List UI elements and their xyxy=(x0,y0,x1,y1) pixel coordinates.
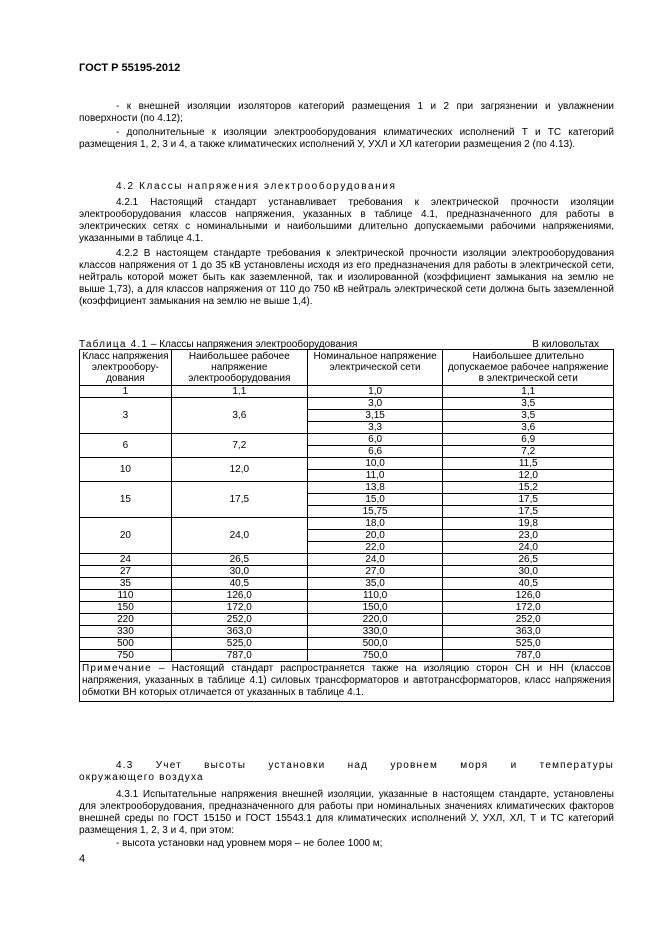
cell-max-network-voltage: 12,0 xyxy=(443,470,614,482)
cell-max-network-voltage: 126,0 xyxy=(443,590,614,602)
paragraph-altitude: - высота установки над уровнем моря – не более 1000 м; xyxy=(116,838,383,849)
cell-max-equipment-voltage: 1,1 xyxy=(171,386,307,398)
cell-nominal-network-voltage: 750,0 xyxy=(307,650,443,662)
cell-max-network-voltage: 24,0 xyxy=(443,542,614,554)
cell-max-network-voltage: 3,5 xyxy=(443,398,614,410)
column-header-max-network: Наибольшее длительно допускаемое рабочее напряжение в электрической сети xyxy=(443,350,614,386)
cell-max-equipment-voltage: 363,0 xyxy=(171,626,307,638)
cell-nominal-network-voltage: 20,0 xyxy=(307,530,443,542)
cell-max-network-voltage: 525,0 xyxy=(443,638,614,650)
cell-nominal-network-voltage: 27,0 xyxy=(307,566,443,578)
table-row xyxy=(80,458,614,470)
column-header-max-equipment: Наибольшее рабочее напряжение электрооборудования xyxy=(171,350,307,386)
cell-nominal-network-voltage: 15,0 xyxy=(307,494,443,506)
table-row xyxy=(80,626,614,638)
cell-max-network-voltage: 3,6 xyxy=(443,422,614,434)
cell-nominal-network-voltage: 10,0 xyxy=(307,458,443,470)
cell-nominal-network-voltage: 220,0 xyxy=(307,614,443,626)
cell-max-network-voltage: 11,5 xyxy=(443,458,614,470)
cell-max-equipment-voltage: 126,0 xyxy=(171,590,307,602)
table-units: В киловольтах xyxy=(532,339,599,350)
cell-max-network-voltage: 6,9 xyxy=(443,434,614,446)
cell-nominal-network-voltage: 22,0 xyxy=(307,542,443,554)
table-row xyxy=(80,398,614,410)
voltage-classes-table xyxy=(79,349,614,702)
table-row xyxy=(80,614,614,626)
cell-voltage-class: 10 xyxy=(80,458,172,482)
column-header-nominal-network: Номинальное напряжение электрической сети xyxy=(307,350,443,386)
page-number: 4 xyxy=(79,853,86,865)
document-header: ГОСТ Р 55195-2012 xyxy=(79,62,181,74)
cell-nominal-network-voltage: 330,0 xyxy=(307,626,443,638)
table-row xyxy=(80,638,614,650)
cell-max-network-voltage: 23,0 xyxy=(443,530,614,542)
cell-max-network-voltage: 172,0 xyxy=(443,602,614,614)
cell-max-equipment-voltage: 26,5 xyxy=(171,554,307,566)
cell-nominal-network-voltage: 18,0 xyxy=(307,518,443,530)
table-row xyxy=(80,650,614,662)
cell-voltage-class: 35 xyxy=(80,578,172,590)
cell-voltage-class: 6 xyxy=(80,434,172,458)
cell-voltage-class: 1 xyxy=(80,386,172,398)
cell-nominal-network-voltage: 3,15 xyxy=(307,410,443,422)
table-row xyxy=(80,602,614,614)
table-note-label: Примечание xyxy=(82,663,152,674)
cell-voltage-class: 750 xyxy=(80,650,172,662)
cell-nominal-network-voltage: 500,0 xyxy=(307,638,443,650)
cell-max-network-voltage: 3,5 xyxy=(443,410,614,422)
cell-max-equipment-voltage: 7,2 xyxy=(171,434,307,458)
table-note-text: – Настоящий стандарт распространяется также на изоляцию сторон СН и НН (классов напряжения, указанных в таблице 4.1) силовых трансформаторов и автотрансформаторов, класс напряжения обмотки ВН которых отличается от указанных в таблице 4.1. xyxy=(82,663,611,698)
cell-max-network-voltage: 15,2 xyxy=(443,482,614,494)
table-row xyxy=(80,434,614,446)
table-row xyxy=(80,578,614,590)
cell-voltage-class: 15 xyxy=(80,482,172,518)
paragraph-4-2-1: 4.2.1 Настоящий стандарт устанавливает требования к электрической прочности изоляции электрооборудования классов напряжения, указанных в таблице 4.1, предназначенного для работы в электрических сетях с номинальными и наибольшими длительно допускаемыми рабочими напряжениями, указанными в таблице 4.1. xyxy=(79,197,614,244)
cell-max-network-voltage: 363,0 xyxy=(443,626,614,638)
table-note xyxy=(80,662,614,702)
cell-voltage-class: 24 xyxy=(80,554,172,566)
table-caption-label: Таблица 4.1 xyxy=(79,339,149,350)
paragraph-4-2-2: 4.2.2 В настоящем стандарте требования к электрической прочности изоляции электрооборудования классов напряжения от 1 до 35 кВ установлены исходя из его предназначения для работы в электрической сети, нейтраль которой может быть как заземленной, так и изолированной (коэффициент замыкания на землю не выше 1,73), а для классов напряжения от 110 до 750 кВ нейтраль электрической сети должна быть заземленной (коэффициент замыкания на землю не выше 1,4). xyxy=(79,248,614,307)
cell-max-equipment-voltage: 525,0 xyxy=(171,638,307,650)
table-row xyxy=(80,590,614,602)
cell-max-equipment-voltage: 12,0 xyxy=(171,458,307,482)
cell-max-network-voltage: 26,5 xyxy=(443,554,614,566)
cell-voltage-class: 220 xyxy=(80,614,172,626)
section-4-2-heading: 4.2 Классы напряжения электрооборудования xyxy=(116,181,397,192)
table-row xyxy=(80,482,614,494)
table-row xyxy=(80,386,614,398)
cell-voltage-class: 20 xyxy=(80,518,172,554)
cell-nominal-network-voltage: 110,0 xyxy=(307,590,443,602)
cell-max-network-voltage: 17,5 xyxy=(443,494,614,506)
column-header-class: Класс напряжения электрообору-дования xyxy=(80,350,172,386)
paragraph-additional-insulation: - дополнительные к изоляции электрооборудования климатических исполнений Т и ТС категорий размещения 1, 2, 3 и 4, а также климатических исполнений У, УХЛ и ХЛ категории размещения 2 (по 4.13). xyxy=(79,127,614,150)
section-4-3-heading-line1: 4.3 Учет высоты установки над уровнем моря и температуры xyxy=(116,760,614,771)
cell-voltage-class: 330 xyxy=(80,626,172,638)
cell-nominal-network-voltage: 150,0 xyxy=(307,602,443,614)
cell-max-equipment-voltage: 252,0 xyxy=(171,614,307,626)
table-row xyxy=(80,518,614,530)
cell-max-network-voltage: 17,5 xyxy=(443,506,614,518)
cell-nominal-network-voltage: 3,3 xyxy=(307,422,443,434)
cell-nominal-network-voltage: 3,0 xyxy=(307,398,443,410)
cell-max-network-voltage: 30,0 xyxy=(443,566,614,578)
cell-max-network-voltage: 787,0 xyxy=(443,650,614,662)
cell-max-network-voltage: 40,5 xyxy=(443,578,614,590)
table-body xyxy=(80,386,614,662)
cell-nominal-network-voltage: 13,8 xyxy=(307,482,443,494)
cell-max-equipment-voltage: 17,5 xyxy=(171,482,307,518)
cell-nominal-network-voltage: 11,0 xyxy=(307,470,443,482)
cell-max-network-voltage: 1,1 xyxy=(443,386,614,398)
cell-voltage-class: 110 xyxy=(80,590,172,602)
cell-nominal-network-voltage: 24,0 xyxy=(307,554,443,566)
cell-nominal-network-voltage: 15,75 xyxy=(307,506,443,518)
paragraph-4-3-1: 4.3.1 Испытательные напряжения внешней изоляции, указанные в настоящем стандарте, установлены для электрооборудования, предназначенного для работы при номинальных значениях климатических факторов внешней среды по ГОСТ 15150 и ГОСТ 15543.1 для климатических исполнений У, УХЛ, ХЛ, Т и ТС категорий размещения 1, 2, 3 и 4, при этом: xyxy=(79,789,614,836)
cell-max-network-voltage: 7,2 xyxy=(443,446,614,458)
section-4-3-heading-line2: окружающего воздуха xyxy=(79,772,204,783)
cell-nominal-network-voltage: 6,0 xyxy=(307,434,443,446)
cell-max-equipment-voltage: 24,0 xyxy=(171,518,307,554)
cell-max-network-voltage: 252,0 xyxy=(443,614,614,626)
table-caption-text: – Классы напряжения электрооборудования xyxy=(148,339,358,350)
cell-voltage-class: 500 xyxy=(80,638,172,650)
cell-voltage-class: 27 xyxy=(80,566,172,578)
table-row xyxy=(80,554,614,566)
cell-max-equipment-voltage: 3,6 xyxy=(171,398,307,434)
cell-voltage-class: 150 xyxy=(80,602,172,614)
table-row xyxy=(80,566,614,578)
cell-max-equipment-voltage: 787,0 xyxy=(171,650,307,662)
cell-voltage-class: 3 xyxy=(80,398,172,434)
cell-max-network-voltage: 19,8 xyxy=(443,518,614,530)
cell-nominal-network-voltage: 1,0 xyxy=(307,386,443,398)
cell-max-equipment-voltage: 40,5 xyxy=(171,578,307,590)
cell-max-equipment-voltage: 172,0 xyxy=(171,602,307,614)
paragraph-insulation-pollution: - к внешней изоляции изоляторов категорий размещения 1 и 2 при загрязнении и увлажнении поверхности (по 4.12); xyxy=(79,101,614,124)
cell-max-equipment-voltage: 30,0 xyxy=(171,566,307,578)
cell-nominal-network-voltage: 35,0 xyxy=(307,578,443,590)
cell-nominal-network-voltage: 6,6 xyxy=(307,446,443,458)
